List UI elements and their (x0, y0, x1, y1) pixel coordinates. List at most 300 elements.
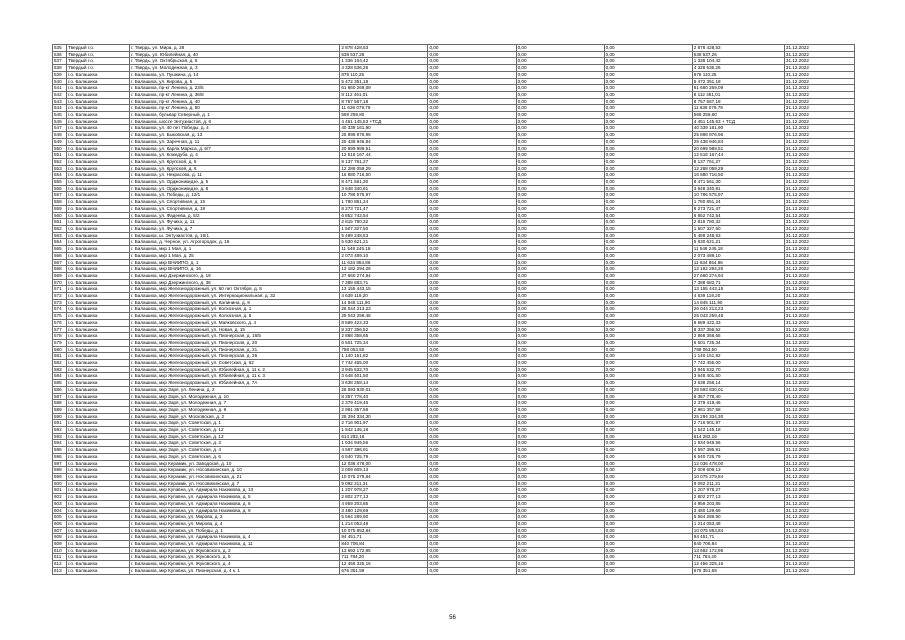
zero-cell: 0,00 (516, 51, 604, 58)
table-row (53, 232, 855, 239)
row-number-cell: 565 (53, 246, 67, 253)
address-cell: г. Балашиха, мкр Заря, ул. Московская, д. 2 (130, 413, 340, 420)
date-cell: 31.12.2022 (784, 413, 854, 420)
address-cell: г. Балашиха, мкр Купавна, ул. Адмирала Нахимова, д. 5 (130, 494, 340, 501)
total-cell: 569 259,80 (692, 112, 784, 119)
total-cell: 2 379 419,46 (692, 400, 784, 407)
zero-cell: 0,00 (604, 152, 692, 159)
total-cell: 8 137 761,27 (692, 158, 784, 165)
address-cell: г. Балашиха, бульвар Северный, д. 1 (130, 112, 340, 119)
total-cell: 12 288 059,29 (692, 165, 784, 172)
zero-cell: 0,00 (516, 480, 604, 487)
address-cell: г. Балашиха, мкр Железнодорожный, ул. Пионерская, д. 26 (130, 353, 340, 360)
address-cell: г. Балашиха, мкр Железнодорожный, ул. Пионерская, д. 21 (130, 346, 340, 353)
municipality-cell: г.о. Балашиха (67, 266, 130, 273)
zero-cell: 0,00 (428, 306, 516, 313)
total-cell: 25 438 946,84 (692, 138, 784, 145)
zero-cell: 0,00 (604, 480, 692, 487)
zero-cell: 0,00 (428, 433, 516, 440)
zero-cell: 0,00 (516, 91, 604, 98)
row-number-cell: 547 (53, 125, 67, 132)
row-number-cell: 562 (53, 225, 67, 232)
zero-cell: 0,00 (428, 212, 516, 219)
zero-cell: 0,00 (428, 58, 516, 65)
zero-cell: 0,00 (604, 85, 692, 92)
municipality-cell: г.о. Балашиха (67, 91, 130, 98)
zero-cell: 0,00 (604, 118, 692, 125)
amount-cell: 538 537,26 (340, 51, 428, 58)
zero-cell: 0,00 (428, 554, 516, 561)
zero-cell: 0,00 (516, 179, 604, 186)
amount-cell: 8 589 422,33 (340, 319, 428, 326)
amount-cell: 3 480 129,69 (340, 507, 428, 514)
amount-cell: 2 802 277,13 (340, 494, 428, 501)
zero-cell: 0,00 (516, 205, 604, 212)
table-row (53, 132, 855, 139)
row-number-cell: 602 (53, 494, 67, 501)
municipality-cell: г.о. Балашиха (67, 507, 130, 514)
date-cell: 31.12.2022 (784, 333, 854, 340)
row-number-cell: 587 (53, 393, 67, 400)
row-number-cell: 566 (53, 252, 67, 259)
zero-cell: 0,00 (604, 112, 692, 119)
date-cell: 31.12.2022 (784, 447, 854, 454)
address-cell: г. Балашиха, ул. Пушкина, д. 14 (130, 71, 340, 78)
municipality-cell: г.о. Балашиха (67, 299, 130, 306)
row-number-cell: 536 (53, 51, 67, 58)
date-cell: 31.12.2022 (784, 474, 854, 481)
amount-cell: 6 852 742,54 (340, 212, 428, 219)
zero-cell: 0,00 (428, 185, 516, 192)
date-cell: 31.12.2022 (784, 145, 854, 152)
table-row (53, 353, 855, 360)
row-number-cell: 568 (53, 266, 67, 273)
municipality-cell: г.о. Балашиха (67, 118, 130, 125)
total-cell: 2 868 358,65 (692, 333, 784, 340)
zero-cell: 0,00 (516, 239, 604, 246)
zero-cell: 0,00 (516, 386, 604, 393)
amount-cell: 25 898 876,96 (340, 132, 428, 139)
row-number-cell: 557 (53, 192, 67, 199)
date-cell: 31.12.2022 (784, 125, 854, 132)
municipality-cell: г.о. Балашиха (67, 427, 130, 434)
zero-cell: 0,00 (604, 259, 692, 266)
municipality-cell: г.о. Балашиха (67, 360, 130, 367)
zero-cell: 0,00 (428, 561, 516, 568)
date-cell: 31.12.2022 (784, 541, 854, 548)
total-cell: 14 845 111,90 (692, 299, 784, 306)
amount-cell: 13 155 443,15 (340, 286, 428, 293)
zero-cell: 0,00 (428, 299, 516, 306)
address-cell: г. Балашиха, ул. Фучика, д. 11 (130, 219, 340, 226)
total-cell: 3 648 340,81 (692, 185, 784, 192)
zero-cell: 0,00 (516, 393, 604, 400)
amount-cell: 8 112 461,01 (340, 91, 428, 98)
date-cell: 31.12.2022 (784, 420, 854, 427)
address-cell: г. Балашиха, мкр Купавна, ул. Адмирала Нахимова, д. 9 (130, 507, 340, 514)
zero-cell: 0,00 (604, 165, 692, 172)
zero-cell: 0,00 (516, 71, 604, 78)
address-cell: г. Балашиха, мкр 1 Мая, д. 25 (130, 252, 340, 259)
row-number-cell: 578 (53, 333, 67, 340)
zero-cell: 0,00 (516, 541, 604, 548)
municipality-cell: г.о. Балашиха (67, 279, 130, 286)
total-cell: 20 699 989,51 (692, 145, 784, 152)
zero-cell: 0,00 (604, 393, 692, 400)
row-number-cell: 611 (53, 554, 67, 561)
zero-cell: 0,00 (516, 547, 604, 554)
date-cell: 31.12.2022 (784, 360, 854, 367)
table-row (53, 346, 855, 353)
row-number-cell: 545 (53, 112, 67, 119)
zero-cell: 0,00 (428, 71, 516, 78)
total-cell: 25 294 334,30 (692, 413, 784, 420)
zero-cell: 0,00 (516, 554, 604, 561)
municipality-cell: г.о. Балашиха (67, 293, 130, 300)
date-cell: 31.12.2022 (784, 51, 854, 58)
zero-cell: 0,00 (516, 467, 604, 474)
municipality-cell: г.о. Балашиха (67, 534, 130, 541)
date-cell: 31.12.2022 (784, 272, 854, 279)
zero-cell: 0,00 (516, 567, 604, 574)
row-number-cell: 582 (53, 360, 67, 367)
zero-cell: 0,00 (516, 252, 604, 259)
address-cell: г. Балашиха, пр-кт Ленина, д. 40 (130, 98, 340, 105)
total-cell: 7 742 455,00 (692, 360, 784, 367)
zero-cell: 0,00 (428, 45, 516, 52)
zero-cell: 0,00 (604, 346, 692, 353)
zero-cell: 0,00 (516, 246, 604, 253)
zero-cell: 0,00 (604, 286, 692, 293)
zero-cell: 0,00 (428, 205, 516, 212)
address-cell: г. Балашиха, мкр Железнодорожный, ул. Новая, д. 15 (130, 326, 340, 333)
zero-cell: 0,00 (604, 427, 692, 434)
zero-cell: 0,00 (516, 534, 604, 541)
amount-cell: 676 351,59 (340, 567, 428, 574)
zero-cell: 0,00 (516, 192, 604, 199)
zero-cell: 0,00 (604, 561, 692, 568)
zero-cell: 0,00 (428, 165, 516, 172)
date-cell: 31.12.2022 (784, 500, 854, 507)
date-cell: 31.12.2022 (784, 112, 854, 119)
row-number-cell: 550 (53, 145, 67, 152)
zero-cell: 0,00 (428, 507, 516, 514)
amount-cell: 5 489 248,53 (340, 232, 428, 239)
amount-cell: 12 036 478,00 (340, 460, 428, 467)
zero-cell: 0,00 (516, 360, 604, 367)
zero-cell: 0,00 (604, 98, 692, 105)
date-cell: 31.12.2022 (784, 98, 854, 105)
zero-cell: 0,00 (428, 541, 516, 548)
table-row (53, 299, 855, 306)
zero-cell: 0,00 (428, 494, 516, 501)
municipality-cell: Твердый г.о. (67, 51, 130, 58)
zero-cell: 0,00 (428, 393, 516, 400)
municipality-cell: г.о. Балашиха (67, 98, 130, 105)
date-cell: 31.12.2022 (784, 158, 854, 165)
zero-cell: 0,00 (516, 366, 604, 373)
municipality-cell: г.о. Балашиха (67, 460, 130, 467)
zero-cell: 0,00 (604, 474, 692, 481)
table-row (53, 259, 855, 266)
total-cell: 878 110,25 (692, 71, 784, 78)
municipality-cell: г.о. Балашиха (67, 78, 130, 85)
address-cell: г. Балашиха, мкр Железнодорожный, ул. Колхозная, д. 1 (130, 306, 340, 313)
table-row (53, 561, 855, 568)
total-cell: 538 537,26 (692, 51, 784, 58)
address-cell: г. Балашиха, мкр Заря, ул. Молодежная, д. 9 (130, 406, 340, 413)
date-cell: 31.12.2022 (784, 91, 854, 98)
zero-cell: 0,00 (604, 514, 692, 521)
total-cell: 4 959 203,85 (692, 500, 784, 507)
row-number-cell: 598 (53, 467, 67, 474)
table-body (53, 45, 855, 575)
row-number-cell: 609 (53, 541, 67, 548)
zero-cell: 0,00 (604, 299, 692, 306)
date-cell: 31.12.2022 (784, 192, 854, 199)
date-cell: 31.12.2022 (784, 85, 854, 92)
row-number-cell: 559 (53, 205, 67, 212)
municipality-cell: г.о. Балашиха (67, 474, 130, 481)
row-number-cell: 567 (53, 259, 67, 266)
row-number-cell: 571 (53, 286, 67, 293)
address-cell: г. Балашиха, ул. Крупской, д. 5 (130, 158, 340, 165)
date-cell: 31.12.2022 (784, 313, 854, 320)
zero-cell: 0,00 (428, 78, 516, 85)
table-row (53, 480, 855, 487)
total-cell: 1 336 104,42 (692, 58, 784, 65)
address-cell: г. Балашиха, ул. Некрасова, д. 11 (130, 172, 340, 179)
row-number-cell: 535 (53, 45, 67, 52)
address-cell: г. Балашиха, ул. Заречная, д. 11 (130, 138, 340, 145)
zero-cell: 0,00 (604, 272, 692, 279)
table-row (53, 239, 855, 246)
zero-cell: 0,00 (428, 125, 516, 132)
row-number-cell: 593 (53, 433, 67, 440)
amount-cell: 2 009 609,13 (340, 467, 428, 474)
table-row (53, 279, 855, 286)
row-number-cell: 541 (53, 85, 67, 92)
row-number-cell: 575 (53, 313, 67, 320)
address-cell: г. Балашиха, ул. Кирова, д. 5 (130, 78, 340, 85)
total-cell: 4 328 536,26 (692, 65, 784, 72)
municipality-cell: г.о. Балашиха (67, 158, 130, 165)
amount-cell: 2 073 489,10 (340, 252, 428, 259)
table-row (53, 319, 855, 326)
zero-cell: 0,00 (428, 380, 516, 387)
zero-cell: 0,00 (604, 333, 692, 340)
total-cell: 10 786 575,97 (692, 192, 784, 199)
zero-cell: 0,00 (428, 85, 516, 92)
total-cell: 1 214 053,48 (692, 520, 784, 527)
table-row (53, 541, 855, 548)
amount-cell: 1 780 851,24 (340, 199, 428, 206)
zero-cell: 0,00 (604, 360, 692, 367)
municipality-cell: г.о. Балашиха (67, 500, 130, 507)
amount-cell: 9 092 211,31 (340, 480, 428, 487)
table-row (53, 534, 855, 541)
table-row (53, 91, 855, 98)
address-cell: г. Балашиха, д. Черное, ул. Агрогородок, д. 16 (130, 239, 340, 246)
amount-cell: 10 075 853,84 (340, 527, 428, 534)
municipality-cell: г.о. Балашиха (67, 185, 130, 192)
row-number-cell: 563 (53, 232, 67, 239)
address-cell: г. Балашиха, ул. Кожедуба, д. 4 (130, 152, 340, 159)
municipality-cell: г.о. Балашиха (67, 105, 130, 112)
zero-cell: 0,00 (604, 239, 692, 246)
address-cell: г. Балашиха, мкр Железнодорожный, ул. Калинина, д. 9 (130, 299, 340, 306)
amount-cell: 25 043 259,48 (340, 313, 428, 320)
zero-cell: 0,00 (604, 105, 692, 112)
total-cell: 11 636 079,79 (692, 105, 784, 112)
table-row (53, 313, 855, 320)
amount-cell: 5 472 351,18 (340, 78, 428, 85)
total-cell: 788 053,50 (692, 346, 784, 353)
amount-cell: 2 716 901,97 (340, 420, 428, 427)
zero-cell: 0,00 (428, 105, 516, 112)
date-cell: 31.12.2022 (784, 520, 854, 527)
table-row (53, 427, 855, 434)
address-cell: г. Балашиха, мкр Дзержинского, д. 36 (130, 279, 340, 286)
table-row (53, 179, 855, 186)
table-row (53, 205, 855, 212)
municipality-cell: г.о. Балашиха (67, 487, 130, 494)
date-cell: 31.12.2022 (784, 105, 854, 112)
address-cell: г. Балашиха, мкр Купавна, ул. Жуковского, д. 5 (130, 554, 340, 561)
address-cell: г. Балашиха, мкр Железнодорожный, ул. Колхозная, д. 8 (130, 313, 340, 320)
amount-cell: 11 548 245,18 (340, 246, 428, 253)
row-number-cell: 572 (53, 293, 67, 300)
table-row (53, 219, 855, 226)
total-cell: 27 660 274,94 (692, 272, 784, 279)
zero-cell: 0,00 (428, 440, 516, 447)
zero-cell: 0,00 (428, 65, 516, 72)
zero-cell: 0,00 (604, 420, 692, 427)
zero-cell: 0,00 (428, 534, 516, 541)
address-cell: г. Балашиха, мкр Заря, ул. Молодежная, д. 10 (130, 393, 340, 400)
address-cell: г. Балашиха, ул. Быковская, д. 13 (130, 132, 340, 139)
zero-cell: 0,00 (604, 400, 692, 407)
date-cell: 31.12.2022 (784, 507, 854, 514)
zero-cell: 0,00 (516, 118, 604, 125)
zero-cell: 0,00 (516, 232, 604, 239)
table-row (53, 547, 855, 554)
zero-cell: 0,00 (428, 192, 516, 199)
total-cell: 2 878 428,53 (692, 45, 784, 52)
table-row (53, 212, 855, 219)
municipality-cell: г.о. Балашиха (67, 246, 130, 253)
zero-cell: 0,00 (516, 500, 604, 507)
row-number-cell: 564 (53, 239, 67, 246)
zero-cell: 0,00 (428, 112, 516, 119)
amount-cell: 3 648 340,81 (340, 185, 428, 192)
amount-cell: 1 336 104,42 (340, 58, 428, 65)
date-cell: 31.12.2022 (784, 346, 854, 353)
municipality-cell: г.о. Балашиха (67, 339, 130, 346)
table-row (53, 71, 855, 78)
zero-cell: 0,00 (604, 500, 692, 507)
total-cell: 3 480 129,69 (692, 507, 784, 514)
address-cell: г. Балашиха, мкр Заря, ул. Советская, д. 6 (130, 453, 340, 460)
zero-cell: 0,00 (604, 567, 692, 574)
table-row (53, 487, 855, 494)
total-cell: 12 182 294,26 (692, 266, 784, 273)
zero-cell: 0,00 (428, 339, 516, 346)
date-cell: 31.12.2022 (784, 266, 854, 273)
date-cell: 31.12.2022 (784, 165, 854, 172)
row-number-cell: 607 (53, 527, 67, 534)
address-cell: г. Балашиха, мкр Заря, ул. Советская, д. 4 (130, 447, 340, 454)
municipality-cell: г.о. Балашиха (67, 165, 130, 172)
zero-cell: 0,00 (516, 279, 604, 286)
amount-cell: 4 639 119,20 (340, 293, 428, 300)
date-cell: 31.12.2022 (784, 286, 854, 293)
total-cell: 1 507 327,50 (692, 225, 784, 232)
zero-cell: 0,00 (604, 547, 692, 554)
address-cell: г. Балашиха, мкр 1 Мая, д. 1 (130, 246, 340, 253)
zero-cell: 0,00 (604, 246, 692, 253)
municipality-cell: г.о. Балашиха (67, 319, 130, 326)
total-cell: 8 337 356,52 (692, 326, 784, 333)
zero-cell: 0,00 (516, 85, 604, 92)
municipality-cell: г.о. Балашиха (67, 252, 130, 259)
date-cell: 31.12.2022 (784, 71, 854, 78)
total-cell: 1 140 151,82 (692, 353, 784, 360)
zero-cell: 0,00 (428, 91, 516, 98)
total-cell: 9 092 211,31 (692, 480, 784, 487)
amount-cell: 8 471 561,30 (340, 179, 428, 186)
zero-cell: 0,00 (428, 286, 516, 293)
row-number-cell: 560 (53, 212, 67, 219)
zero-cell: 0,00 (428, 293, 516, 300)
table-row (53, 78, 855, 85)
total-cell: 16 880 716,50 (692, 172, 784, 179)
amount-cell: 840 706,84 (340, 541, 428, 548)
zero-cell: 0,00 (428, 500, 516, 507)
amount-cell: 8 273 721,47 (340, 205, 428, 212)
zero-cell: 0,00 (516, 158, 604, 165)
table-row (53, 152, 855, 159)
municipality-cell: г.о. Балашиха (67, 406, 130, 413)
amount-cell: 1 214 053,48 (340, 520, 428, 527)
address-cell: г. Балашиха, мкр Купавна, ул. Победы, д. 1 (130, 527, 340, 534)
row-number-cell: 610 (53, 547, 67, 554)
row-number-cell: 551 (53, 152, 67, 159)
row-number-cell: 577 (53, 326, 67, 333)
table-row (53, 172, 855, 179)
address-cell: г. Балашиха, мкр Купавна, ул. Жуковского, д. 4 (130, 561, 340, 568)
zero-cell: 0,00 (428, 400, 516, 407)
zero-cell: 0,00 (604, 453, 692, 460)
total-cell: 6 501 725,34 (692, 339, 784, 346)
total-cell: 2 716 901,97 (692, 420, 784, 427)
address-cell: г. Балашиха, мкр Железнодорожный, ул. Маяковского, д. 4 (130, 319, 340, 326)
total-cell: 3 945 532,70 (692, 366, 784, 373)
table-row (53, 266, 855, 273)
zero-cell: 0,00 (516, 420, 604, 427)
address-cell: г. Балашиха, ш. Энтузиастов, д. 16/1 (130, 232, 340, 239)
municipality-cell: г.о. Балашиха (67, 514, 130, 521)
total-cell: 12 036 478,00 (692, 460, 784, 467)
address-cell: г. Балашиха, мкр Заря, ул. Советская, д. 1 (130, 420, 340, 427)
address-cell: г. Балашиха, ул. 40 лет Победы, д. 4 (130, 125, 340, 132)
date-cell: 31.12.2022 (784, 427, 854, 434)
address-cell: г. Балашиха, ул. Фадеева, д. 5/2 (130, 212, 340, 219)
table-row (53, 514, 855, 521)
zero-cell: 0,00 (604, 65, 692, 72)
zero-cell: 0,00 (516, 520, 604, 527)
zero-cell: 0,00 (604, 145, 692, 152)
